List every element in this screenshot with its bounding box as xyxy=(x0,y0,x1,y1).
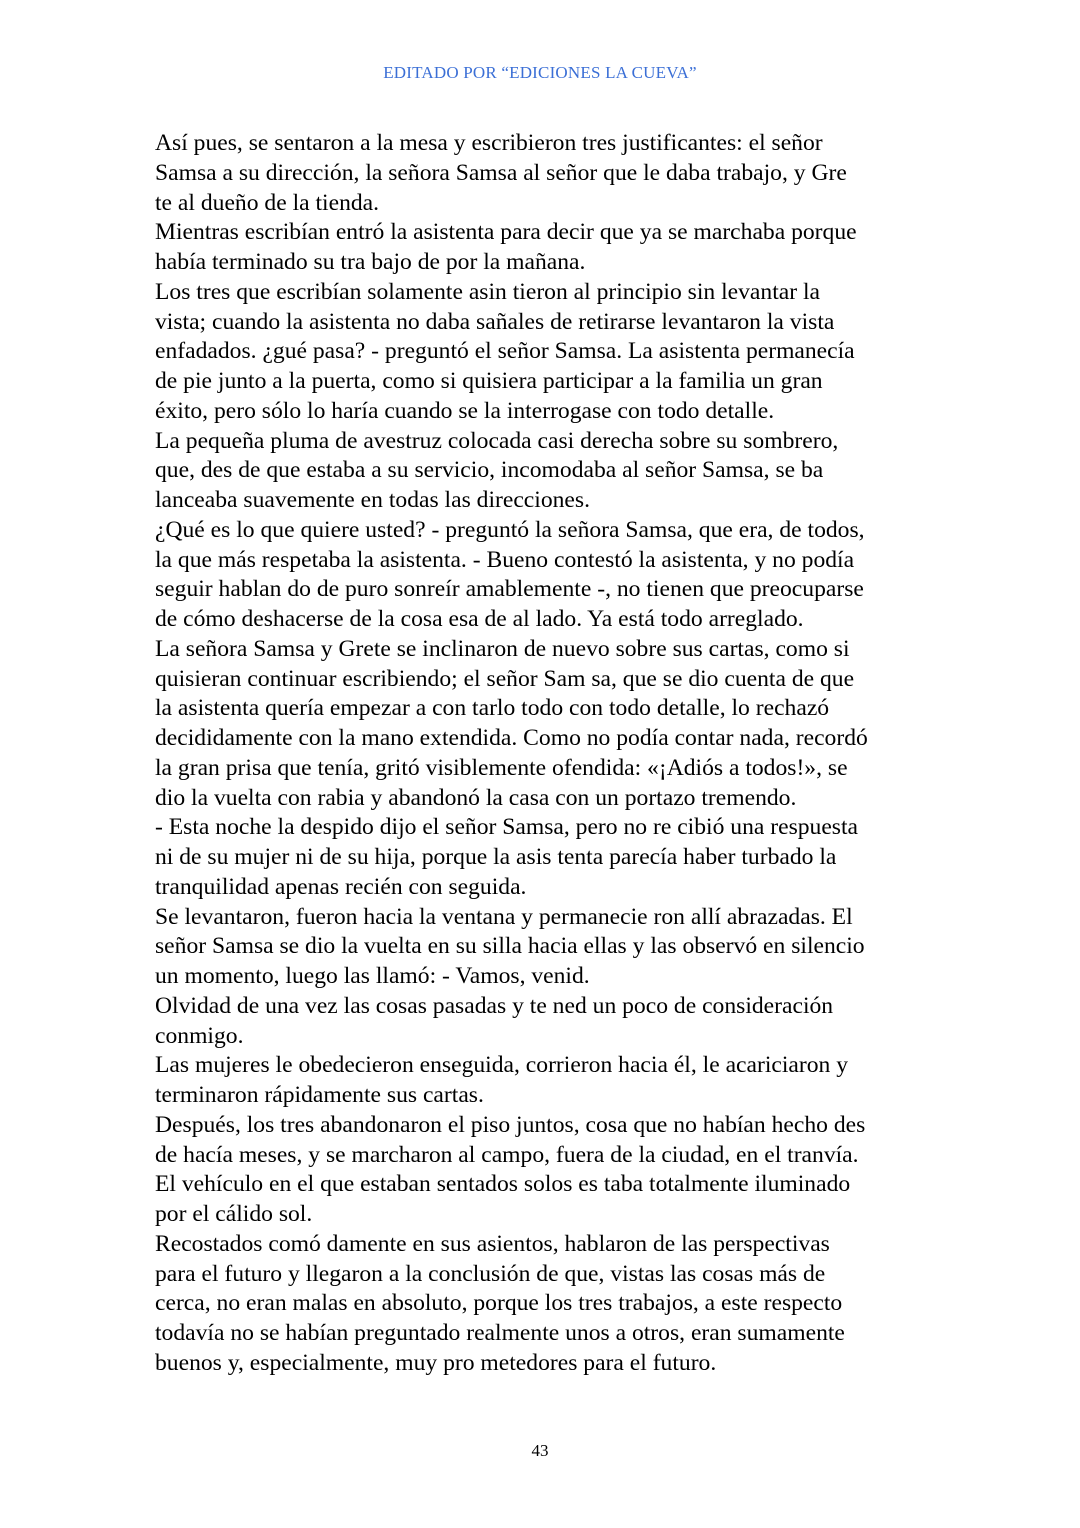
text-line: de hacía meses, y se marcharon al campo, fuera de la ciudad, en el tranvía. xyxy=(155,1141,859,1168)
text-line: la gran prisa que tenía, gritó visiblemente ofendida: «¡Adiós a todos!», se xyxy=(155,754,848,781)
text-line: la que más respetaba la asistenta. - Bueno contestó la asistenta, y no podía xyxy=(155,546,855,573)
text-line: Después, los tres abandonaron el piso juntos, cosa que no habían hecho des xyxy=(155,1111,866,1138)
page-header: EDITADO POR “EDICIONES LA CUEVA” xyxy=(383,63,697,82)
text-line: Se levantaron, fueron hacia la ventana y permanecie ron allí abrazadas. El xyxy=(155,903,853,930)
text-line: señor Samsa se dio la vuelta en su silla hacia ellas y las observó en silencio xyxy=(155,933,865,960)
text-line: Recostados comó damente en sus asientos, hablaron de las perspectivas xyxy=(155,1230,830,1257)
text-line: te al dueño de la tienda. xyxy=(155,189,380,216)
text-line: Samsa a su dirección, la señora Samsa al señor que le daba trabajo, y Gre xyxy=(155,159,847,186)
text-line: terminaron rápidamente sus cartas. xyxy=(155,1082,484,1108)
text-line: La pequeña pluma de avestruz colocada casi derecha sobre su sombrero, xyxy=(155,427,839,454)
text-line: dio la vuelta con rabia y abandonó la casa con un portazo tremendo. xyxy=(155,784,797,811)
text-line: Así pues, se sentaron a la mesa y escribieron tres justificantes: el señor xyxy=(155,130,823,156)
text-line: lanceaba suavemente en todas las direcciones. xyxy=(155,487,590,513)
text-line: enfadados. ¿gué pasa? - preguntó el señor Samsa. La asistenta permanecía xyxy=(155,338,855,365)
text-line: un momento, luego las llamó: - Vamos, venid. xyxy=(155,963,590,989)
text-line: buenos y, especialmente, muy pro metedores para el futuro. xyxy=(155,1349,717,1376)
text-line: conmigo. xyxy=(155,1022,244,1049)
text-line: La señora Samsa y Grete se inclinaron de nuevo sobre sus cartas, como si xyxy=(155,635,850,662)
text-line: para el futuro y llegaron a la conclusión de que, vistas las cosas más de xyxy=(155,1260,826,1287)
page-number: 43 xyxy=(531,1441,549,1460)
text-line: Las mujeres le obedecieron enseguida, corrieron hacia él, le acariciaron y xyxy=(155,1052,849,1079)
text-line: ¿Qué es lo que quiere usted? - preguntó la señora Samsa, que era, de todos, xyxy=(155,516,865,543)
text-line: de pie junto a la puerta, como si quisiera participar a la familia un gran xyxy=(155,368,823,394)
text-line: ni de su mujer ni de su hija, porque la asis tenta parecía haber turbado la xyxy=(155,844,837,870)
text-line: El vehículo en el que estaban sentados solos es taba totalmente iluminado xyxy=(155,1171,851,1198)
text-line: había terminado su tra bajo de por la mañana. xyxy=(155,249,586,275)
body-text xyxy=(155,129,945,1379)
text-line: quisieran continuar escribiendo; el señor Sam sa, que se dio cuenta de que xyxy=(155,665,855,692)
text-line: Los tres que escribían solamente asin tieron al principio sin levantar la xyxy=(155,278,821,305)
text-line: todavía no se habían preguntado realmente unos a otros, eran sumamente xyxy=(155,1320,845,1346)
text-line: por el cálido sol. xyxy=(155,1201,313,1227)
text-line: cerca, no eran malas en absoluto, porque los tres trabajos, a este respecto xyxy=(155,1290,843,1317)
text-line: de cómo deshacerse de la cosa esa de al lado. Ya está todo arreglado. xyxy=(155,606,804,632)
text-line: la asistenta quería empezar a con tarlo todo con todo detalle, lo rechazó xyxy=(155,695,830,722)
text-line: decididamente con la mano extendida. Como no podía contar nada, recordó xyxy=(155,725,868,751)
text-line: vista; cuando la asistenta no daba sañales de retirarse levantaron la vista xyxy=(155,308,835,335)
text-line: - Esta noche la despido dijo el señor Samsa, pero no re cibió una respuesta xyxy=(155,814,859,841)
text-line: que, des de que estaba a su servicio, incomodaba al señor Samsa, se ba xyxy=(155,457,824,484)
text-line: Olvidad de una vez las cosas pasadas y te ned un poco de consideración xyxy=(155,992,834,1019)
text-line: Mientras escribían entró la asistenta para decir que ya se marchaba porque xyxy=(155,219,857,246)
text-line: seguir hablan do de puro sonreír amablemente -, no tienen que preocuparse xyxy=(155,576,864,603)
text-line: éxito, pero sólo lo haría cuando se la interrogase con todo detalle. xyxy=(155,397,775,424)
text-line: tranquilidad apenas recién con seguida. xyxy=(155,873,527,900)
